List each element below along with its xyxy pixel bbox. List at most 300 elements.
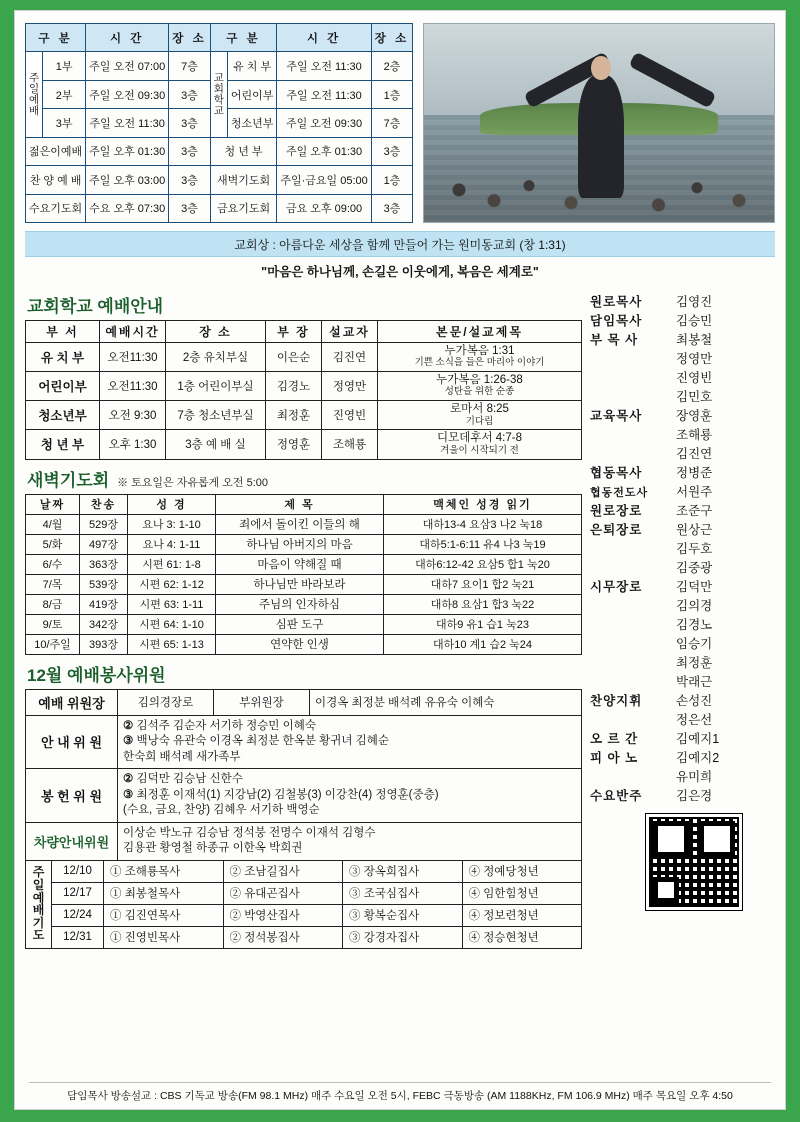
staff-name: 김민호 [676,390,713,404]
prayer-person [343,926,463,948]
staff-name: 임승기 [676,637,713,651]
prayer-hymn: 363장 [80,554,128,574]
table-header-row [26,24,413,52]
right-column [590,286,775,949]
prayer-hymn: 497장 [80,534,128,554]
service-time: 주일·금요일 05:00 [277,166,371,194]
item-name: 장옥희집사 [363,866,420,879]
part-time: 주일 오전 09:30 [86,80,169,108]
item-name: 박영산집사 [244,910,300,923]
staff-name: 김경노 [676,618,713,632]
table-row [26,372,582,401]
dept-head: 정영훈 [266,430,322,459]
prayer-person [223,926,343,948]
staff-row [590,577,775,595]
col-text-topic: 본문/설교제목 [378,321,582,343]
staff-role: 교육목사 [590,409,643,423]
table-row [26,137,413,165]
staff-role: 오 르 간 [590,732,639,746]
col-place: 장 소 [166,321,266,343]
item-name: 진영빈목사 [124,932,181,945]
staff-name: 진영빈 [676,371,713,385]
committee-line [123,803,576,819]
table-row [26,594,582,614]
sermon-topic: 성탄을 위한 순종 [444,386,515,398]
committee-vice-names: 이경옥 최정분 배석례 유유숙 이혜숙 [310,689,582,715]
staff-role: 부 목 사 [590,333,639,347]
table-row [26,822,582,860]
part-time: 주일 오전 07:00 [86,52,169,80]
part-label: 유 치 부 [227,52,277,80]
item-name: 정승현청년 [483,932,539,945]
table-row [26,574,582,594]
sunday-service-group-label: 주 일 예 배 [26,52,43,137]
staff-row [590,292,775,310]
staff-row [590,425,775,443]
staff-role: 은퇴장로 [590,523,643,537]
prayer-person [343,860,463,882]
prayer-topic: 마음이 약해질 때 [216,554,384,574]
prayer-mccheyne: 대하9 유1 습1 눅23 [384,614,582,634]
item-number: ④ [468,866,480,879]
prayer-topic: 연약한 인생 [216,634,384,654]
item-name: 조국심집사 [363,888,420,901]
staff-row [590,748,775,766]
prayer-person [223,860,343,882]
dept-head: 김경노 [266,372,322,401]
prayer-date: 10/주일 [26,634,80,654]
col-head: 부 장 [266,321,322,343]
staff-role: 피 아 노 [590,751,639,765]
header-division-right: 구 분 [210,24,277,52]
staff-row [590,520,775,538]
staff-name: 조준구 [676,504,713,518]
table-row [26,860,582,882]
sermon-text: 로마서 8:25 [450,403,509,416]
service-name: 젊은이예배 [26,137,86,165]
prayer-mccheyne: 대하8 요삼1 합3 눅22 [384,594,582,614]
dept-preacher: 조해룡 [322,430,378,459]
staff-name: 김덕만 [676,580,713,594]
part-label: 1부 [43,52,86,80]
item-name: 황복순집사 [363,910,420,923]
col-date: 날짜 [26,494,80,514]
table-row [26,166,413,194]
staff-name: 김영진 [676,295,713,309]
staff-row [590,501,775,519]
staff-row [590,786,775,804]
staff-name: 김예지2 [676,751,720,765]
item-number: ② [229,888,241,901]
dept-sermon [378,343,582,372]
item-number: ② [229,932,241,945]
table-row [26,343,582,372]
staff-name: 정영만 [676,352,713,366]
staff-role: 수요반주 [590,789,643,803]
line-number: ② [123,719,134,732]
prayer-person [104,860,224,882]
prayer-person [223,882,343,904]
prayer-mccheyne: 대하5:1-6:11 유4 나3 눅19 [384,534,582,554]
staff-row [590,463,775,481]
staff-role: 원로목사 [590,295,643,309]
dept-preacher: 정영만 [322,372,378,401]
prayer-person [462,926,582,948]
prayer-topic: 하나님 아버지의 마음 [216,534,384,554]
service-place: 3층 [169,166,210,194]
staff-name: 조해룡 [676,428,713,442]
service-place: 3층 [169,137,210,165]
staff-name: 최봉철 [676,333,713,347]
staff-row [590,691,775,709]
offering-committee-members [118,769,582,823]
church-verse: "마음은 하나님께, 손길은 이웃에게, 복음은 세계로" [261,265,539,279]
staff-role: 협동목사 [590,466,643,480]
service-name: 청 년 부 [210,137,277,165]
committee-line [123,719,576,735]
prayer-date: 9/토 [26,614,80,634]
sunday-prayer-table [25,860,582,949]
table-row [26,430,582,459]
staff-name: 김두호 [676,542,713,556]
header-place-right: 장 소 [371,24,412,52]
staff-name: 원상근 [676,523,713,537]
line-text: 한숙희 배석례 새가족부 [123,750,241,763]
service-place: 3층 [371,194,412,222]
church-school-title: 교회학교 예배안내 [27,297,164,316]
staff-list [590,292,775,804]
staff-name: 장영훈 [676,409,713,423]
staff-role: 원로장로 [590,504,643,518]
part-place: 7층 [169,52,210,80]
table-row [26,401,582,430]
staff-role: 담임목사 [590,314,643,328]
staff-name: 서원주 [676,485,713,499]
staff-name: 정병준 [676,466,713,480]
col-hymn: 찬송 [80,494,128,514]
dept-head: 이은순 [266,343,322,372]
dept-time: 오후 1:30 [100,430,166,459]
dept-name: 청소년부 [26,401,100,430]
sermon-topic: 기다림 [465,415,494,427]
committee-line: 김용관 황영철 하종규 이한옥 박희권 [123,842,303,855]
service-time: 주일 오후 01:30 [86,137,169,165]
dept-sermon [378,430,582,459]
staff-row [590,368,775,386]
prayer-topic: 주님의 인자하심 [216,594,384,614]
item-number: ③ [349,910,361,923]
prayer-mccheyne: 대하6:12-42 요삼5 합1 눅20 [384,554,582,574]
church-school-table [25,320,582,460]
dept-name: 청 년 부 [26,430,100,459]
header-time-left: 시 간 [86,24,169,52]
part-place: 3층 [169,80,210,108]
staff-row [590,729,775,747]
staff-row [590,444,775,462]
body-section [15,282,785,949]
part-label: 어린이부 [227,80,277,108]
committee-line: 이상순 박노규 김승남 정석붕 전명수 이재석 김형수 [123,826,376,839]
staff-row [590,482,775,500]
col-preacher: 설교자 [322,321,378,343]
item-number: ① [110,866,122,879]
line-text: 김석주 김순자 서기하 정승민 이혜숙 [136,719,316,732]
prayer-person [343,904,463,926]
table-row [26,554,582,574]
item-name: 정석봉집사 [244,932,300,945]
dawn-prayer-table [25,494,582,655]
prayer-hymn: 342장 [80,614,128,634]
table-row [26,882,582,904]
dept-preacher: 진영빈 [322,401,378,430]
guide-committee-label: 안 내 위 원 [26,715,118,769]
sermon-text: 누가복음 1:31 [444,345,515,357]
staff-name: 최정훈 [676,656,713,670]
item-name: 유대곤집사 [244,888,300,901]
committee-chair-label: 예배 위원장 [26,689,118,715]
vehicle-guide-members [118,822,582,860]
bulletin-page [14,10,786,1110]
prayer-topic: 심판 도구 [216,614,384,634]
prayer-date: 8/금 [26,594,80,614]
prayer-person [104,882,224,904]
dept-place: 1층 어린이부실 [166,372,266,401]
header-place-left: 장 소 [169,24,210,52]
item-number: ③ [349,866,361,879]
service-place: 3층 [169,194,210,222]
part-label: 청소년부 [227,109,277,137]
staff-name: 손성진 [676,694,713,708]
col-bible: 성 경 [128,494,216,514]
qr-code[interactable] [646,814,742,910]
prayer-mccheyne: 대하7 요이1 합2 눅21 [384,574,582,594]
top-section [15,11,785,223]
dept-sermon [378,401,582,430]
header-time-right: 시 간 [277,24,371,52]
staff-name: 정은선 [676,713,713,727]
item-name: 정보련청년 [483,910,539,923]
staff-row [590,387,775,405]
table-row [26,904,582,926]
item-number: ② [229,910,241,923]
sunday-prayer-label: 주일 예배 기도 [26,860,52,948]
line-number: ③ [123,735,134,748]
staff-row [590,672,775,690]
sermon-topic: 기쁜 소식을 들은 마리아 이야기 [414,357,545,369]
item-number: ① [110,932,122,945]
vehicle-guide-label: 차량안내위원 [26,822,118,860]
table-row [26,769,582,823]
broadcast-footer: 담임목사 방송설교 : CBS 기독교 방송(FM 98.1 MHz) 매주 수요일 오전 5시, FEBC 극동방송 (AM 1188KHz, FM 106.9 MHz) 매주 목요일 오후 4:50 [29,1082,771,1103]
line-number: ② [123,773,134,786]
prayer-person [104,926,224,948]
part-time: 주일 오전 11:30 [277,80,371,108]
prayer-date: 12/31 [52,926,104,948]
prayer-bible: 시편 61: 1-8 [128,554,216,574]
part-time: 주일 오전 11:30 [277,52,371,80]
prayer-topic: 하나님만 바라보라 [216,574,384,594]
col-time: 예배시간 [100,321,166,343]
item-number: ③ [349,932,361,945]
staff-row [590,767,775,785]
prayer-date: 7/목 [26,574,80,594]
staff-name: 김예지1 [676,732,720,746]
guide-committee-members [118,715,582,769]
part-place: 1층 [371,80,412,108]
worship-photo [423,23,775,223]
prayer-date: 6/수 [26,554,80,574]
part-place: 7층 [371,109,412,137]
prayer-topic: 죄에서 돌이킨 이들의 해 [216,514,384,534]
december-committee-title: 12월 예배봉사위원 [27,665,166,685]
sermon-text: 디모데후서 4:7-8 [437,432,522,445]
prayer-bible: 시편 64: 1-10 [128,614,216,634]
committee-vice-label: 부위원장 [214,689,310,715]
prayer-bible: 시편 63: 1-11 [128,594,216,614]
item-name: 조해룡목사 [124,866,181,879]
committee-line [123,734,576,750]
dept-place: 7층 청소년부실 [166,401,266,430]
table-header-row [26,494,582,514]
dept-place: 2층 유치부실 [166,343,266,372]
dept-preacher: 김진연 [322,343,378,372]
staff-name: 김승민 [676,314,713,328]
staff-row [590,615,775,633]
staff-role: 협동전도사 [590,487,649,499]
staff-row [590,311,775,329]
prayer-bible: 요나 3: 1-10 [128,514,216,534]
line-text: (수요, 금요, 찬양) 김혜우 서기하 백영순 [123,804,320,817]
item-name: 김진연목사 [124,910,181,923]
prayer-person [462,882,582,904]
staff-row [590,653,775,671]
item-name: 강경자집사 [363,932,420,945]
table-header-row [26,321,582,343]
prayer-mccheyne: 대하10 계1 습2 눅24 [384,634,582,654]
item-number: ④ [468,910,480,923]
staff-row [590,596,775,614]
item-number: ② [229,866,241,879]
part-time: 주일 오전 09:30 [277,109,371,137]
line-text: 백낭숙 유관숙 이경옥 최정분 한옥분 황귀녀 김혜순 [136,735,389,748]
line-text: 최정훈 이재석(1) 지강남(2) 김철봉(3) 이강찬(4) 정영훈(중층) [136,788,439,801]
staff-row [590,710,775,728]
dept-name: 유 치 부 [26,343,100,372]
table-row [26,514,582,534]
staff-name: 김진연 [676,447,713,461]
table-row [26,194,413,222]
item-number: ① [110,910,122,923]
item-name: 최봉철목사 [124,888,181,901]
dawn-prayer-title [27,466,582,491]
prayer-date: 5/화 [26,534,80,554]
part-label: 3부 [43,109,86,137]
sermon-text: 누가복음 1:26-38 [436,374,523,387]
prayer-hymn: 419장 [80,594,128,614]
sermon-topic: 겨울이 시작되기 전 [440,444,519,456]
line-number: ③ [123,788,134,801]
col-dept: 부 서 [26,321,100,343]
item-number: ④ [468,932,480,945]
dawn-prayer-heading: 새벽기도회 [27,470,110,490]
service-name: 금요기도회 [210,194,277,222]
staff-row [590,558,775,576]
service-name: 새벽기도회 [210,166,277,194]
left-column [25,286,582,949]
service-name: 수요기도회 [26,194,86,222]
prayer-mccheyne: 대하13-4 요삼3 나2 눅18 [384,514,582,534]
dept-time: 오전11:30 [100,343,166,372]
part-place: 2층 [371,52,412,80]
dept-name: 어린이부 [26,372,100,401]
offering-committee-label: 봉 헌 위 원 [26,769,118,823]
staff-name: 박래근 [676,675,713,689]
church-school-group-label: 교 회 학 교 [210,52,227,137]
col-mccheyne: 맥체인 성경 읽기 [384,494,582,514]
dept-sermon [378,372,582,401]
dept-place: 3층 예 배 실 [166,430,266,459]
item-number: ④ [468,888,480,901]
prayer-hymn: 539장 [80,574,128,594]
committee-line [123,772,576,788]
prayer-date: 12/24 [52,904,104,926]
prayer-bible: 시편 65: 1-13 [128,634,216,654]
service-place: 1층 [371,166,412,194]
committee-line [123,788,576,804]
prayer-person [462,860,582,882]
table-row [26,52,413,80]
header-division-left: 구 분 [26,24,86,52]
staff-name: 김은경 [676,789,713,803]
table-row [26,926,582,948]
dept-time: 오전11:30 [100,372,166,401]
staff-row [590,349,775,367]
service-name: 찬 양 예 배 [26,166,86,194]
line-text: 김덕만 김승남 신한수 [136,773,243,786]
church-motto-banner: 교회상 : 아름다운 세상을 함께 만들어 가는 원미동교회 (창 1:31) [25,231,775,257]
prayer-date: 12/17 [52,882,104,904]
staff-name: 김중광 [676,561,713,575]
prayer-bible: 요나 4: 1-11 [128,534,216,554]
staff-row [590,539,775,557]
prayer-hymn: 393장 [80,634,128,654]
prayer-person [104,904,224,926]
staff-role: 시무장로 [590,580,643,594]
staff-row [590,406,775,424]
item-number: ③ [349,888,361,901]
table-row [26,534,582,554]
table-row [26,634,582,654]
staff-name: 김의경 [676,599,713,613]
item-number: ① [110,888,122,901]
prayer-bible: 시편 62: 1-12 [128,574,216,594]
dept-head: 최정훈 [266,401,322,430]
part-place: 3층 [169,109,210,137]
prayer-person [462,904,582,926]
december-committee-table [25,689,582,861]
table-row [26,614,582,634]
service-time: 주일 오후 01:30 [277,137,371,165]
service-place: 3층 [371,137,412,165]
staff-row [590,330,775,348]
part-label: 2부 [43,80,86,108]
committee-line [123,750,576,766]
service-schedule-table [25,23,413,223]
item-name: 임한힘청년 [483,888,539,901]
dept-time: 오전 9:30 [100,401,166,430]
qr-corner-bottom-left [653,877,679,903]
table-row [26,715,582,769]
